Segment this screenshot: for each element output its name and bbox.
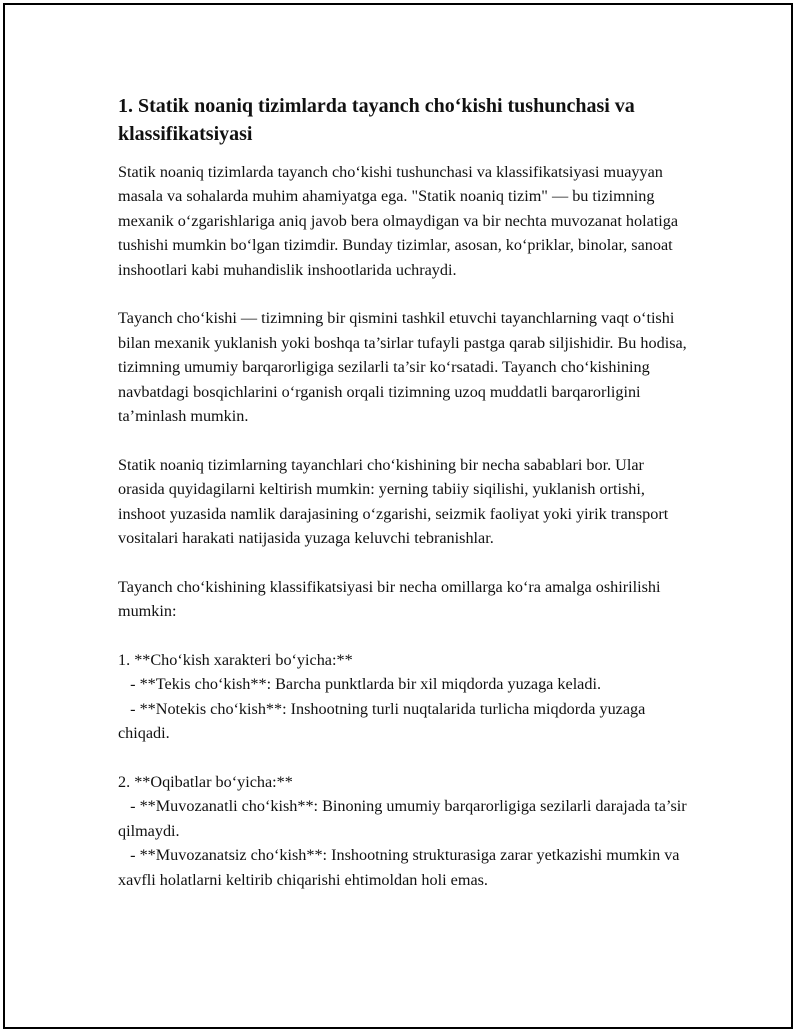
list-2-item-unbalanced: - **Muvozanatsiz cho‘kish**: Inshootning strukturasiga zarar yetkazishi mumkin va xavfli holatlarni keltirib chiqarishi ehtimoldan holi emas. (118, 846, 684, 889)
paragraph-settlement: Tayanch cho‘kishi — tizimning bir qismini tashkil etuvchi tayanchlarning vaqt o‘tishi bilan mexanik yuklanish yoki boshqa ta’sirlar tufayli pastga qarab siljishidir. Bu hodisa, tizimning umumiy barqarorligiga sezilarli ta’sir ko‘rsatadi. Tayanch cho‘kishining navbatdagi bosqichlarini o‘rganish orqali tizimning uzoq muddatli barqarorligini ta’minlash mumkin. (118, 309, 687, 426)
list-1-item-nonuniform: - **Notekis cho‘kish**: Inshootning turli nuqtalarida turlicha miqdorda yuzaga chiqadi. (118, 699, 650, 743)
paragraph-gap (118, 428, 688, 452)
paragraph-gap (118, 282, 688, 306)
list-2-header: 2. **Oqibatlar bo‘yicha:** (118, 773, 293, 792)
paragraph-definition: Statik noaniq tizimlarda tayanch cho‘kishi tushunchasi va klassifikatsiyasi muayyan masala va sohalarda muhim ahamiyatga ega. "Statik noaniq tizim" — bu tizimning mexanik o‘zgarishlariga aniq javob bera olmaydigan va bir nechta muvozanat holatiga tushishi mumkin bo‘lgan tizimdir. Bunday tizimlar, asosan, ko‘priklar, binolar, sanoat inshootlari kabi muhandislik inshootlarida uchraydi. (118, 163, 679, 279)
paragraph-causes: Statik noaniq tizimlarning tayanchlari cho‘kishining bir necha sabablari bor. Ular orasida quyidagilarni keltirish mumkin: yerning tabiiy siqilishi, yuklanish ortishi, inshoot yuzasida namlik darajasining o‘zgarishi, seizmik faoliyat yoki yirik transport vositalari harakati natijasida yuzaga keluvchi tebranishlar. (118, 455, 669, 548)
document-body (118, 92, 691, 892)
paragraph-gap (118, 746, 688, 770)
paragraph-gap (118, 550, 688, 574)
list-2-item-balanced: - **Muvozanatli cho‘kish**: Binoning umumiy barqarorligiga sezilarli darajada ta’sir qilmaydi. (118, 797, 691, 840)
paragraph-gap (118, 624, 688, 648)
list-1-item-uniform: - **Tekis cho‘kish**: Barcha punktlarda bir xil miqdorda yuzaga keladi. (118, 675, 602, 694)
paragraph-classification: Tayanch cho‘kishining klassifikatsiyasi bir necha omillarga ko‘ra amalga oshirilishi mumkin: (118, 577, 661, 621)
list-1-header: 1. **Cho‘kish xarakteri bo‘yicha:** (118, 651, 353, 670)
section-heading: 1. Statik noaniq tizimlarda tayanch cho‘kishi tushunchasi va klassifikatsiyasi (118, 95, 635, 145)
